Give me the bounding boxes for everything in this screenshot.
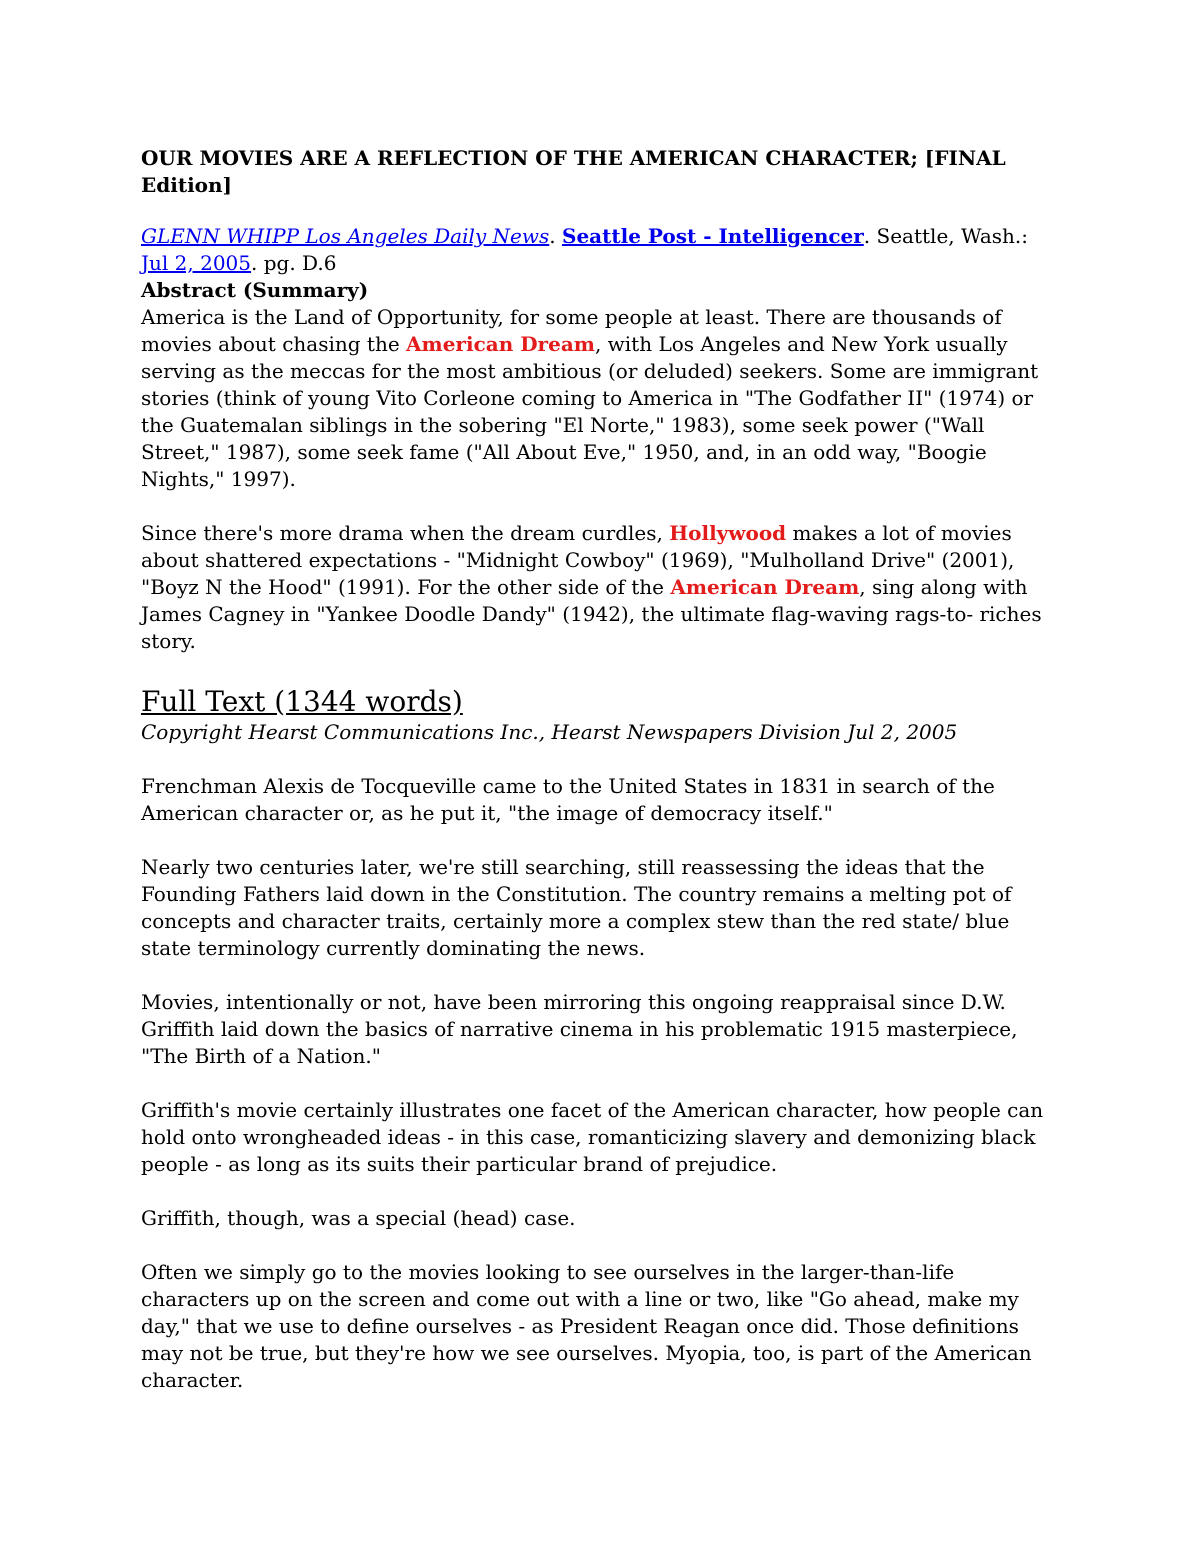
copyright-line: Copyright Hearst Communications Inc., Hearst Newspapers Division Jul 2, 2005 xyxy=(141,720,958,744)
full-text-heading: Full Text (1344 words) xyxy=(141,685,463,718)
text-run: makes a lot of movies about shattered expectations - "Midnight Cowboy" (1969), "Mulholland Drive" (2001), "Boyz N the Hood" (1991). For the other side of the xyxy=(141,521,1015,599)
document-page xyxy=(141,145,1061,1421)
body-paragraph: Frenchman Alexis de Tocqueville came to the United States in 1831 in search of the American character or, as he put it, "the image of democracy itself." xyxy=(141,774,995,825)
body-paragraph: Often we simply go to the movies looking to see ourselves in the larger-than-life characters up on the screen and come out with a line or two, like "Go ahead, make my day," that we use to define ourselves - as President Reagan once did. Those definitions may not be true, but they're how we see ourselves. Myopia, too, is part of the American character. xyxy=(141,1260,1032,1392)
body-paragraph: Nearly two centuries later, we're still searching, still reassessing the ideas that the Founding Fathers laid down in the Constitution. The country remains a melting pot of concepts and character traits, certainly more a complex stew than the red state/ blue state terminology currently dominating the news. xyxy=(141,855,1012,960)
highlight-term: American Dream xyxy=(406,332,595,356)
body-paragraph: Movies, intentionally or not, have been mirroring this ongoing reappraisal since D.W. Griffith laid down the basics of narrative cinema in his problematic 1915 masterpiece, "The Birth of a Nation." xyxy=(141,990,1018,1068)
source-link[interactable]: Seattle Post - Intelligencer xyxy=(562,224,864,248)
author-link[interactable]: GLENN WHIPP Los Angeles Daily News xyxy=(141,224,550,248)
page-ref: . pg. D.6 xyxy=(251,251,337,275)
highlight-term: Hollywood xyxy=(669,521,787,545)
text-run: America is the Land of Opportunity, for some people at least. There are thousands of movies about chasing the xyxy=(141,305,1002,356)
text-run: , sing along with James Cagney in "Yankee Doodle Dandy" (1942), the ultimate flag-waving rags-to- riches story. xyxy=(141,575,1042,653)
byline-separator: . xyxy=(549,224,562,248)
date-link[interactable]: Jul 2, 2005 xyxy=(141,251,251,275)
abstract-paragraph-2 xyxy=(141,520,1061,655)
body-paragraph: Griffith's movie certainly illustrates one facet of the American character, how people can hold onto wrongheaded ideas - in this case, romanticizing slavery and demonizing black people - as long as its suits their particular brand of prejudice. xyxy=(141,1098,1044,1176)
article-title: OUR MOVIES ARE A REFLECTION OF THE AMERICAN CHARACTER; [FINAL Edition] xyxy=(141,146,1006,197)
place-text: . Seattle, Wash.: xyxy=(863,224,1028,248)
text-run: Since there's more drama when the dream curdles, xyxy=(141,521,670,545)
byline xyxy=(141,223,1061,277)
highlight-term: American Dream xyxy=(670,575,860,599)
body-paragraph: Griffith, though, was a special (head) case. xyxy=(141,1206,576,1230)
abstract-heading: Abstract (Summary) xyxy=(141,278,369,302)
text-run: , with Los Angeles and New York usually serving as the meccas for the most ambitious (or deluded) seekers. Some are immigrant stories (think of young Vito Corleone coming to America in "The Godfather II" (1974) or the Guatemalan siblings in the sobering "El Norte," 1983), some seek power ("Wall Street," 1987), some seek fame ("All About Eve," 1950, and, in an odd way, "Boogie Nights," 1997). xyxy=(141,332,1039,491)
abstract-paragraph-1 xyxy=(141,304,1061,493)
